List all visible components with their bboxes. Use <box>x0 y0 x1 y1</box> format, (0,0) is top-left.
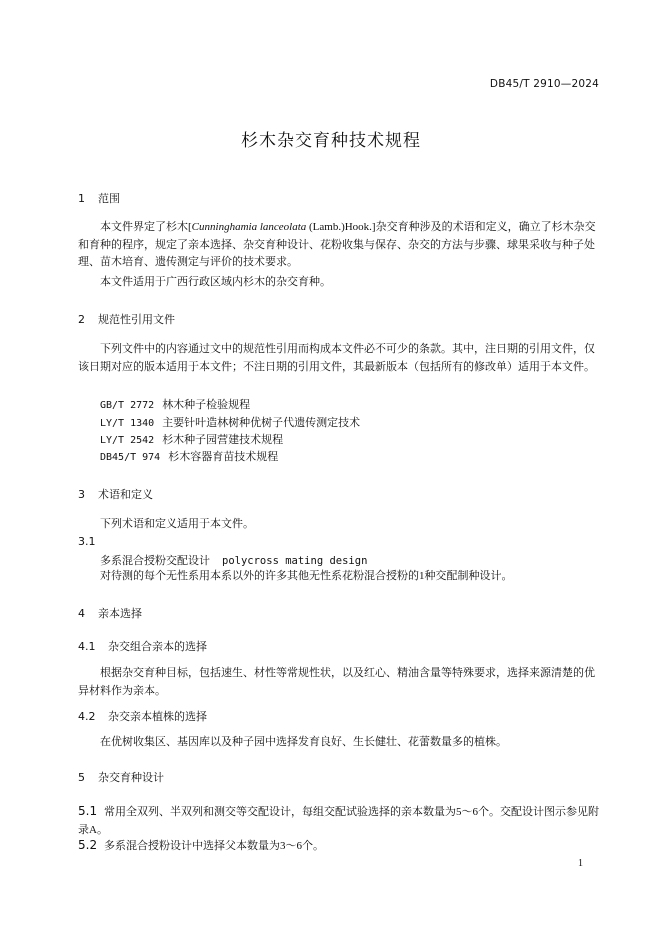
section-number: 2 <box>78 313 85 326</box>
text-run: (Lamb.)Hook.]杂交育种涉及的术语和定义，确立了杉木杂交和育种的程序，规定了亲本选择、杂交育种设计、花粉收集与保存、杂交的方法与步骤、球果采收与种子处理、苗木培育、遗传测定与评价的技术要求。 <box>78 221 596 268</box>
clause-number: 5.2 <box>78 838 98 852</box>
scope-paragraph <box>78 219 601 272</box>
clause-number: 5.1 <box>78 804 98 818</box>
subsection-title: 杂交亲本植株的选择 <box>108 710 207 723</box>
subsection-title: 杂交组合亲本的选择 <box>108 640 207 653</box>
term-definition: 对待测的每个无性系用本系以外的许多其他无性系花粉混合授粉的1种交配制种设计。 <box>100 570 513 582</box>
clause-text: 常用全双列、半双列和测交等交配设计，每组交配试验选择的亲本数量为5～6个。交配设计图示参见附录A。 <box>78 806 599 836</box>
section-4-heading <box>78 605 142 621</box>
page-title: 杉木杂交育种技术规程 <box>241 131 421 151</box>
reference-item <box>100 396 250 412</box>
subsection-4-2-text: 在优树收集区、基因库以及种子园中选择发育良好、生长健壮、花蕾数量多的植株。 <box>100 736 507 748</box>
reference-item <box>100 414 360 430</box>
section-2-heading <box>78 311 175 327</box>
page-number: 1 <box>578 858 583 869</box>
latin-name: Cunninghamia lanceolata <box>191 221 307 233</box>
term-english: polycross mating design <box>222 555 368 567</box>
clause-5-2 <box>78 837 324 856</box>
document-number: DB45/T 2910—2024 <box>489 78 599 90</box>
section-number: 5 <box>78 771 85 784</box>
text-run: 本文件界定了杉木[ <box>100 221 192 233</box>
section-title: 亲本选择 <box>98 607 142 620</box>
scope-applicability: 本文件适用于广西行政区域内杉木的杂交育种。 <box>100 276 331 288</box>
subsection-number: 4.1 <box>78 640 96 653</box>
term-chinese: 多系混合授粉交配设计 <box>100 554 210 567</box>
subsection-number: 4.2 <box>78 710 96 723</box>
section-number: 1 <box>78 192 85 205</box>
section-5-heading <box>78 769 164 785</box>
terms-intro: 下列术语和定义适用于本文件。 <box>100 518 254 530</box>
term-entry <box>100 552 367 568</box>
reference-title: 主要针叶造林树种优树子代遗传测定技术 <box>162 417 361 429</box>
term-number: 3.1 <box>78 535 96 548</box>
subsection-4-1-heading <box>78 638 207 654</box>
reference-title: 林木种子检验规程 <box>162 399 251 411</box>
section-1-heading <box>78 190 120 206</box>
section-title: 术语和定义 <box>98 488 153 501</box>
section-title: 规范性引用文件 <box>98 313 175 326</box>
reference-item <box>100 431 283 447</box>
subsection-4-1-text: 根据杂交育种目标，包括速生、材性等常规性状，以及红心、精油含量等特殊要求，选择来源清楚的优异材料作为亲本。 <box>78 667 595 697</box>
section-title: 杂交育种设计 <box>98 771 164 784</box>
subsection-4-2-heading <box>78 708 207 724</box>
section-title: 范围 <box>98 192 120 205</box>
references-intro: 下列文件中的内容通过文中的规范性引用而构成本文件必不可少的条款。其中，注日期的引用文件，仅该日期对应的版本适用于本文件；不注日期的引用文件，其最新版本（包括所有的修改单）适用于本文件。 <box>78 343 595 373</box>
section-3-heading <box>78 486 153 502</box>
section-number: 3 <box>78 488 85 501</box>
clause-text: 多系混合授粉设计中选择父本数量为3～6个。 <box>104 840 324 852</box>
reference-title: 杉木种子园营建技术规程 <box>162 434 284 446</box>
clause-5-1 <box>78 803 601 839</box>
reference-code: LY/T 2542 <box>100 435 155 446</box>
reference-item <box>100 448 278 464</box>
reference-code: DB45/T 974 <box>100 452 161 463</box>
reference-title: 杉木容器育苗技术规程 <box>168 451 279 463</box>
section-number: 4 <box>78 607 85 620</box>
reference-code: GB/T 2772 <box>100 400 155 411</box>
reference-code: LY/T 1340 <box>100 418 155 429</box>
